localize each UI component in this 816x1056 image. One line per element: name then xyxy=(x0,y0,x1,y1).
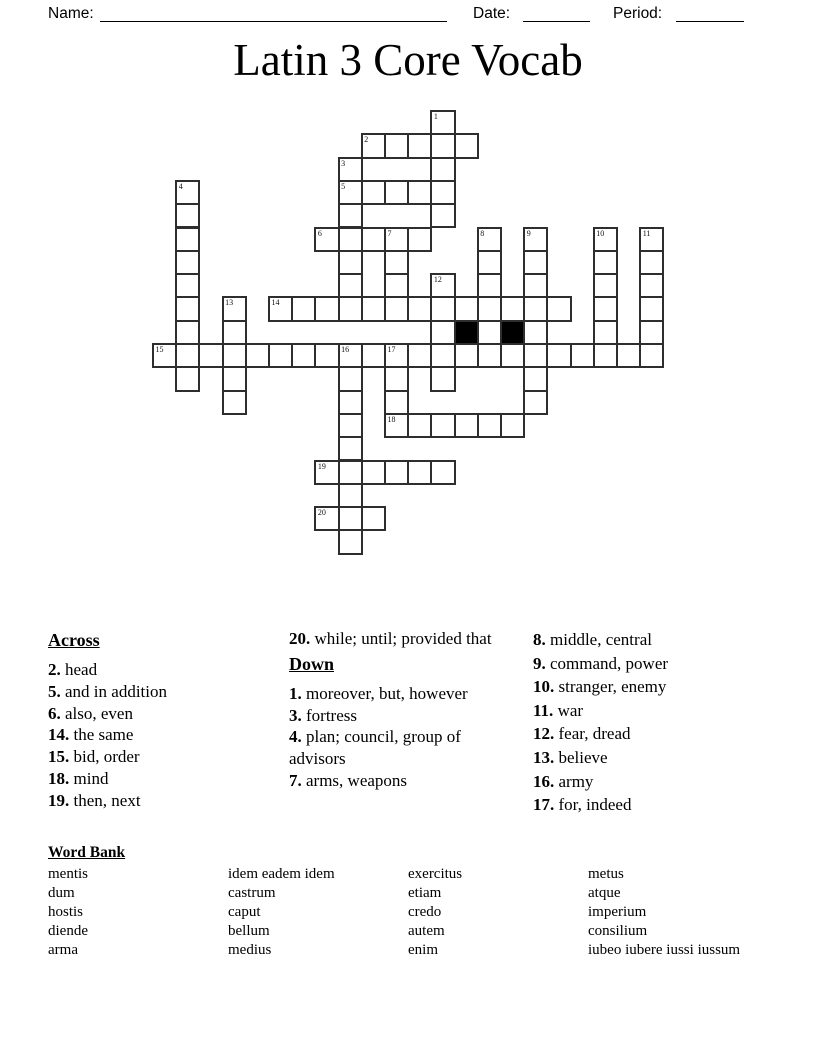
grid-cell[interactable] xyxy=(384,133,409,158)
clue-text: command, power xyxy=(545,653,669,673)
down-clue-list-first xyxy=(289,683,502,792)
grid-cell[interactable] xyxy=(384,296,409,321)
clue-text: war xyxy=(553,700,584,720)
grid-cell[interactable] xyxy=(338,366,363,391)
clue-text: believe xyxy=(554,747,608,767)
clue-number: 5. xyxy=(48,681,61,701)
clue-number: 20. xyxy=(289,629,311,648)
grid-cell[interactable] xyxy=(639,320,664,345)
clue-number: 2. xyxy=(48,660,61,679)
page-title: Latin 3 Core Vocab xyxy=(233,35,583,85)
grid-cell[interactable] xyxy=(430,343,455,368)
grid-cell[interactable] xyxy=(593,250,618,275)
word-bank-item: caput xyxy=(228,904,261,920)
grid-cell[interactable] xyxy=(477,227,502,252)
grid-cell[interactable] xyxy=(314,227,339,252)
word-bank-item: exercitus xyxy=(408,866,463,882)
clue-column-right xyxy=(533,628,768,817)
cell-number: 8 xyxy=(480,228,485,238)
grid-cell[interactable] xyxy=(430,203,455,228)
clue-number: 3. xyxy=(289,705,302,725)
grid-cell[interactable] xyxy=(361,506,386,531)
grid-cell[interactable] xyxy=(477,296,502,321)
grid-cell[interactable] xyxy=(314,460,339,485)
cell-number: 4 xyxy=(178,181,183,191)
grid-cell[interactable] xyxy=(175,273,200,298)
grid-cell[interactable] xyxy=(338,296,363,321)
name-label: Name: xyxy=(48,5,94,22)
clue-number: 12. xyxy=(533,724,555,744)
period-label: Period: xyxy=(613,5,663,22)
grid-cell[interactable] xyxy=(222,320,247,345)
clue-across-2 xyxy=(48,659,258,681)
cell-number: 20 xyxy=(317,508,326,518)
cell-number: 6 xyxy=(317,228,322,238)
grid-cell[interactable] xyxy=(338,506,363,531)
clue-across-15 xyxy=(48,746,258,768)
cell-number: 19 xyxy=(317,461,326,471)
word-bank-column xyxy=(228,865,408,960)
grid-cell[interactable] xyxy=(338,460,363,485)
grid-cell[interactable] xyxy=(384,343,409,368)
grid-cell[interactable] xyxy=(384,180,409,205)
down-clue-list-second xyxy=(533,628,768,817)
clue-text: plan; council, group of advisors xyxy=(289,727,461,769)
cell-number: 7 xyxy=(387,228,392,238)
cell-number: 12 xyxy=(433,275,442,285)
grid-cell[interactable] xyxy=(593,296,618,321)
cell-number: 11 xyxy=(642,228,651,238)
period-blank-line xyxy=(676,21,744,22)
grid-cell[interactable] xyxy=(523,273,548,298)
grid-cell[interactable] xyxy=(314,296,339,321)
across-clue-list xyxy=(48,659,258,812)
grid-cell[interactable] xyxy=(523,296,548,321)
clue-across-14 xyxy=(48,724,258,746)
word-bank-columns xyxy=(48,865,788,960)
clue-down-11 xyxy=(533,699,768,723)
clue-text: for, indeed xyxy=(554,795,632,815)
grid-cell[interactable] xyxy=(430,296,455,321)
grid-cell[interactable] xyxy=(430,157,455,182)
grid-cell[interactable] xyxy=(523,366,548,391)
clue-number: 9. xyxy=(533,653,546,673)
word-bank-item: dum xyxy=(48,885,75,901)
grid-cell[interactable] xyxy=(523,390,548,415)
word-bank-item: medius xyxy=(228,942,272,958)
clue-text: while; until; provided that xyxy=(310,629,492,648)
word-bank-item: iubeo iubere iussi iussum xyxy=(588,942,741,958)
grid-cell[interactable] xyxy=(361,180,386,205)
grid-cell[interactable] xyxy=(454,413,479,438)
grid-cell[interactable] xyxy=(361,460,386,485)
clue-text: then, next xyxy=(69,790,141,810)
grid-black-cell xyxy=(500,320,525,345)
cell-number: 3 xyxy=(341,158,346,168)
grid-cell[interactable] xyxy=(384,460,409,485)
clue-down-9 xyxy=(533,652,768,676)
cell-number: 10 xyxy=(596,228,605,238)
clue-text: moreover, but, however xyxy=(301,683,468,703)
clue-text: the same xyxy=(69,725,134,745)
word-bank-column xyxy=(408,865,588,960)
grid-cell[interactable] xyxy=(338,273,363,298)
cell-number: 17 xyxy=(387,345,396,354)
cell-number: 9 xyxy=(526,228,531,238)
clue-down-4 xyxy=(289,726,502,770)
clue-text: head xyxy=(60,660,98,679)
grid-cell[interactable] xyxy=(338,250,363,275)
clue-text: fortress xyxy=(301,705,357,725)
clue-text: also, even xyxy=(60,703,133,723)
cell-number: 16 xyxy=(341,345,350,354)
clue-column-left xyxy=(48,628,258,812)
grid-cell[interactable] xyxy=(616,343,641,368)
clue-down-10 xyxy=(533,675,768,699)
grid-cell[interactable] xyxy=(338,436,363,461)
clue-number: 10. xyxy=(533,677,555,697)
grid-cell[interactable] xyxy=(639,343,664,368)
grid-black-cell xyxy=(454,320,479,345)
clue-down-17 xyxy=(533,793,768,817)
word-bank-item: autem xyxy=(408,923,445,939)
clue-across-5 xyxy=(48,681,258,703)
clue-text: and in addition xyxy=(60,681,167,701)
grid-cell[interactable] xyxy=(338,529,363,554)
grid-cell[interactable] xyxy=(477,250,502,275)
grid-cell[interactable] xyxy=(338,413,363,438)
grid-cell[interactable] xyxy=(546,296,571,321)
clue-number: 6. xyxy=(48,703,61,723)
clue-number: 11. xyxy=(533,700,554,720)
clue-text: stranger, enemy xyxy=(554,677,667,697)
grid-cell[interactable] xyxy=(338,180,363,205)
grid-cell[interactable] xyxy=(198,343,223,368)
clue-text: fear, dread xyxy=(554,724,631,744)
grid-cell[interactable] xyxy=(268,296,293,321)
grid-cell[interactable] xyxy=(291,343,316,368)
cell-number: 15 xyxy=(155,345,164,354)
cell-number: 13 xyxy=(225,298,234,308)
cell-number: 5 xyxy=(341,181,346,191)
grid-cell[interactable] xyxy=(593,227,618,252)
grid-cell[interactable] xyxy=(407,227,432,252)
grid-cell[interactable] xyxy=(384,366,409,391)
grid-cell[interactable] xyxy=(222,390,247,415)
grid-cell[interactable] xyxy=(570,343,595,368)
grid-cell[interactable] xyxy=(546,343,571,368)
grid-cell[interactable] xyxy=(593,343,618,368)
grid-cell[interactable] xyxy=(523,227,548,252)
word-bank-item: metus xyxy=(588,866,624,882)
word-bank-item: arma xyxy=(48,942,78,958)
word-bank-column xyxy=(48,865,228,960)
word-bank-item: enim xyxy=(408,942,438,958)
grid-cell[interactable] xyxy=(338,157,363,182)
grid-cell[interactable] xyxy=(523,343,548,368)
clue-number: 18. xyxy=(48,768,70,788)
grid-cell[interactable] xyxy=(430,320,455,345)
grid-cell[interactable] xyxy=(500,413,525,438)
cell-number: 1 xyxy=(433,112,438,121)
grid-cell[interactable] xyxy=(338,343,363,368)
grid-cell[interactable] xyxy=(384,273,409,298)
grid-cell[interactable] xyxy=(384,250,409,275)
down-heading: Down xyxy=(289,653,335,674)
grid-cell[interactable] xyxy=(175,343,200,368)
grid-cell[interactable] xyxy=(314,343,339,368)
name-blank-line xyxy=(100,21,447,22)
cell-number: 18 xyxy=(387,414,396,424)
grid-cell[interactable] xyxy=(314,506,339,531)
grid-cell[interactable] xyxy=(407,460,432,485)
grid-cell[interactable] xyxy=(430,110,455,135)
clue-number: 14. xyxy=(48,725,70,745)
grid-cell[interactable] xyxy=(175,227,200,252)
clue-number: 4. xyxy=(289,727,302,747)
grid-cell[interactable] xyxy=(500,343,525,368)
word-bank-item: credo xyxy=(408,904,442,920)
clue-number: 19. xyxy=(48,790,70,810)
grid-cell[interactable] xyxy=(639,227,664,252)
grid-cell[interactable] xyxy=(268,343,293,368)
word-bank-column xyxy=(588,865,768,960)
grid-cell[interactable] xyxy=(338,483,363,508)
word-bank-item: imperium xyxy=(588,904,647,920)
grid-cell[interactable] xyxy=(222,296,247,321)
grid-cell[interactable] xyxy=(407,296,432,321)
grid-cell[interactable] xyxy=(361,133,386,158)
clue-down-3 xyxy=(289,705,502,727)
grid-cell[interactable] xyxy=(430,180,455,205)
word-bank-item: idem eadem idem xyxy=(228,866,335,882)
grid-cell[interactable] xyxy=(338,227,363,252)
word-bank-heading: Word Bank xyxy=(48,844,126,861)
grid-cell[interactable] xyxy=(639,296,664,321)
clue-number: 16. xyxy=(533,771,555,791)
grid-cell[interactable] xyxy=(430,133,455,158)
grid-cell[interactable] xyxy=(175,320,200,345)
word-bank-item: castrum xyxy=(228,885,276,901)
clue-text: arms, weapons xyxy=(301,770,408,790)
grid-cell[interactable] xyxy=(454,296,479,321)
clue-number: 17. xyxy=(533,795,555,815)
clue-number: 7. xyxy=(289,770,302,790)
clue-down-7 xyxy=(289,770,502,792)
word-bank xyxy=(48,843,788,960)
word-bank-item: etiam xyxy=(408,885,442,901)
date-label: Date: xyxy=(473,5,511,22)
grid-cell[interactable] xyxy=(500,296,525,321)
grid-cell[interactable] xyxy=(222,343,247,368)
grid-cell[interactable] xyxy=(523,320,548,345)
date-blank-line xyxy=(523,21,590,22)
grid-cell[interactable] xyxy=(477,343,502,368)
grid-cell[interactable] xyxy=(222,366,247,391)
cell-number: 2 xyxy=(364,135,369,145)
grid-cell[interactable] xyxy=(639,273,664,298)
clue-down-16 xyxy=(533,770,768,794)
grid-cell[interactable] xyxy=(407,343,432,368)
word-bank-item: bellum xyxy=(228,923,270,939)
clue-text: bid, order xyxy=(69,747,140,767)
clue-text: mind xyxy=(69,768,109,788)
word-bank-item: hostis xyxy=(48,904,84,920)
clue-across-6 xyxy=(48,703,258,725)
grid-cell[interactable] xyxy=(175,296,200,321)
clue-number: 13. xyxy=(533,747,555,767)
clue-across-18 xyxy=(48,768,258,790)
grid-cell[interactable] xyxy=(593,320,618,345)
grid-cell[interactable] xyxy=(639,250,664,275)
grid-cell[interactable] xyxy=(361,343,386,368)
clue-number: 8. xyxy=(533,630,546,649)
grid-cell[interactable] xyxy=(477,320,502,345)
grid-cell[interactable] xyxy=(454,133,479,158)
grid-cell[interactable] xyxy=(384,390,409,415)
grid-cell[interactable] xyxy=(477,413,502,438)
clue-down-1 xyxy=(289,683,502,705)
grid-cell[interactable] xyxy=(407,133,432,158)
grid-cell[interactable] xyxy=(523,250,548,275)
grid-cell[interactable] xyxy=(338,390,363,415)
grid-cell[interactable] xyxy=(361,227,386,252)
grid-cell[interactable] xyxy=(175,180,200,205)
grid-cell[interactable] xyxy=(430,460,455,485)
word-bank-item: atque xyxy=(588,885,621,901)
across-heading: Across xyxy=(48,630,100,650)
grid-cell[interactable] xyxy=(477,273,502,298)
clue-number: 1. xyxy=(289,683,302,703)
grid-cell[interactable] xyxy=(430,273,455,298)
clue-down-8 xyxy=(533,628,768,652)
grid-cell[interactable] xyxy=(454,343,479,368)
grid-cell[interactable] xyxy=(593,273,618,298)
grid-cell[interactable] xyxy=(175,366,200,391)
word-bank-item: consilium xyxy=(588,923,648,939)
clue-number: 15. xyxy=(48,747,70,767)
clue-across-20 xyxy=(289,628,502,650)
clue-across-19 xyxy=(48,790,258,812)
grid-cell[interactable] xyxy=(384,227,409,252)
clue-down-12 xyxy=(533,722,768,746)
grid-cell[interactable] xyxy=(338,203,363,228)
grid-cell[interactable] xyxy=(152,343,177,368)
grid-cell[interactable] xyxy=(175,250,200,275)
word-bank-item: mentis xyxy=(48,866,88,882)
cell-number: 14 xyxy=(271,298,280,308)
grid-cell[interactable] xyxy=(430,366,455,391)
grid-cell[interactable] xyxy=(407,180,432,205)
clue-column-middle xyxy=(289,628,502,792)
word-bank-item: diende xyxy=(48,923,88,939)
grid-cell[interactable] xyxy=(245,343,270,368)
grid-cell[interactable] xyxy=(361,296,386,321)
grid-cell[interactable] xyxy=(384,413,409,438)
grid-cell[interactable] xyxy=(430,413,455,438)
clue-down-13 xyxy=(533,746,768,770)
grid-cell[interactable] xyxy=(175,203,200,228)
grid-cell[interactable] xyxy=(407,413,432,438)
across-clue-20-slot xyxy=(289,628,502,650)
clue-text: army xyxy=(554,771,594,791)
clue-text: middle, central xyxy=(545,630,652,649)
grid-cell[interactable] xyxy=(291,296,316,321)
